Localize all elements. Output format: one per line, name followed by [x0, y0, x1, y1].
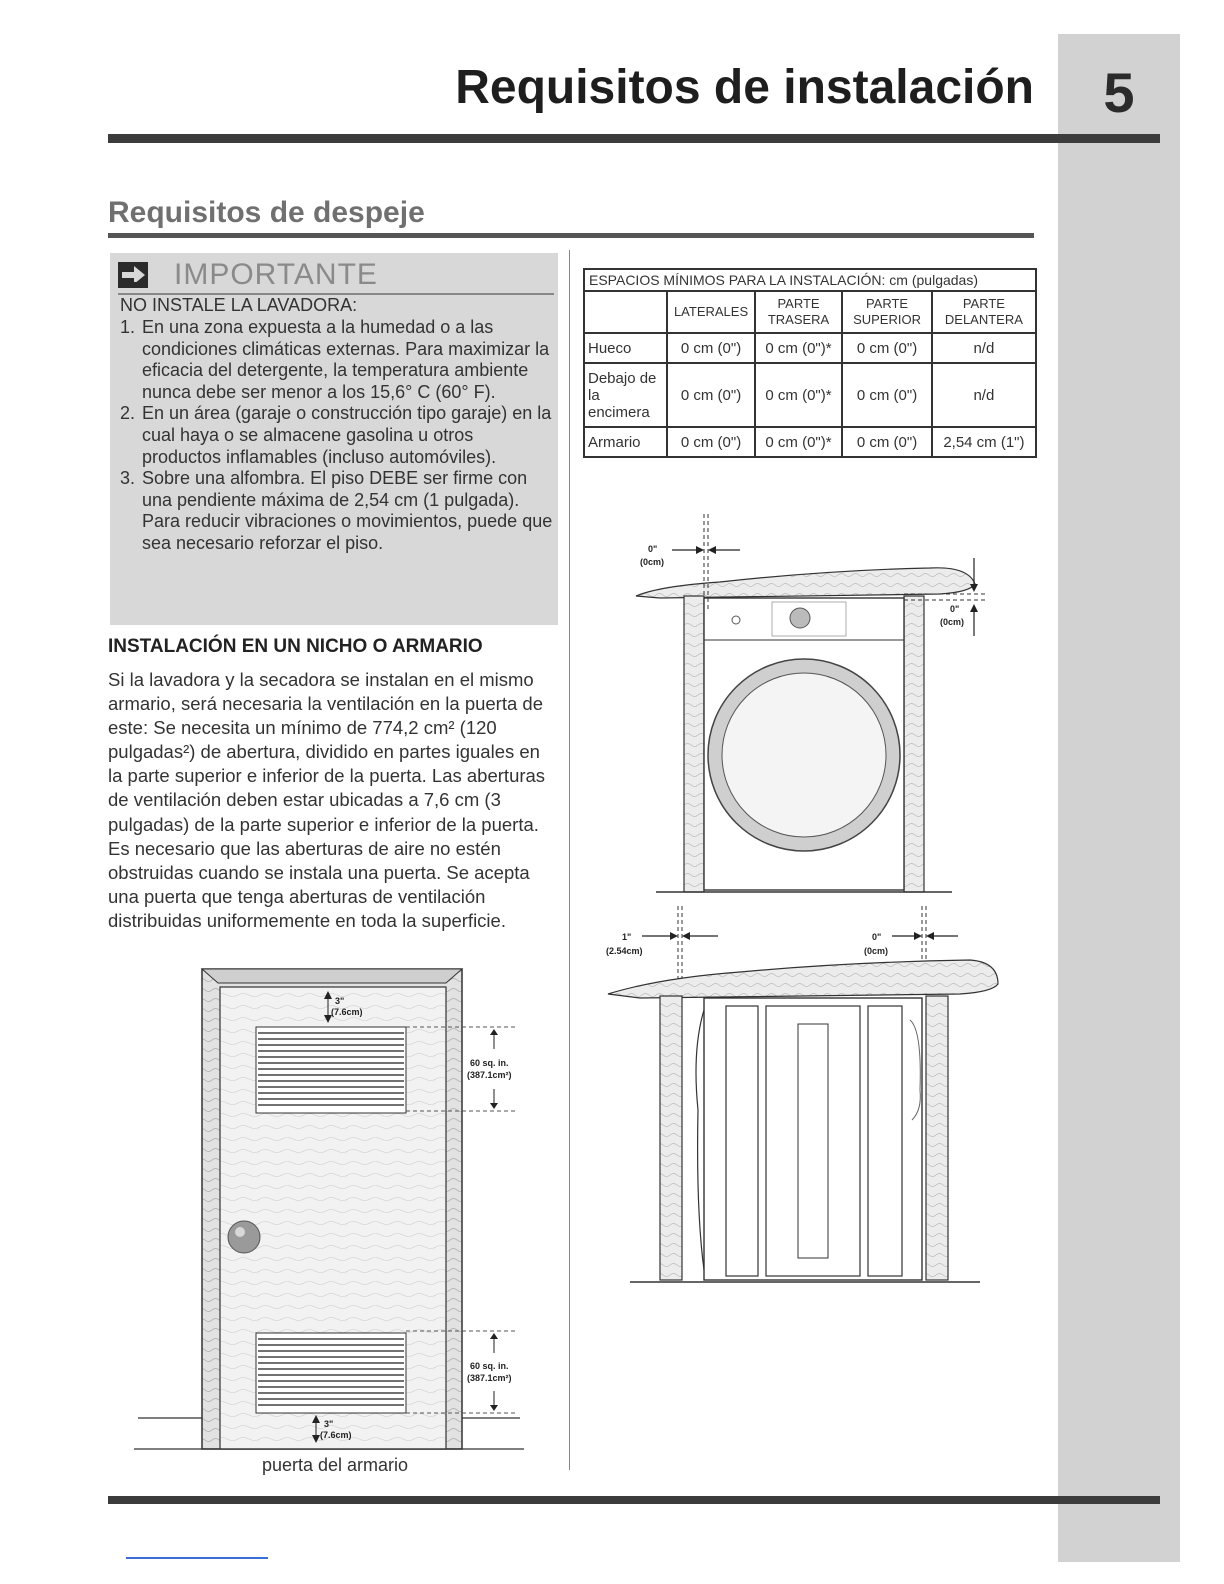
chapter-tab [1058, 34, 1180, 1562]
column-header: PARTE DELANTERA [932, 291, 1036, 333]
list-item: 2. En un área (garaje o construcción tipo garaje) en la cual haya o se almacene gasolina u otros productos inflamables (incluso automóviles). [120, 403, 552, 467]
side-left-gap: 1" [622, 932, 632, 942]
table-header-row [584, 291, 1036, 333]
washer-clearance-figure [600, 510, 1000, 1300]
top-over-gap-metric: (0cm) [940, 617, 965, 627]
top-side-gap: 0" [648, 544, 658, 554]
section-rule [108, 233, 1034, 238]
column-header: LATERALES [667, 291, 754, 333]
table-row [584, 363, 1036, 427]
list-item: 1. En una zona expuesta a la humedad o a las condiciones climáticas externas. Para maximizar la eficacia del detergente, la temperatura ambiente nunca debe ser menor a los 15,6° C (60° F). [120, 317, 550, 402]
bottom-vent-louver [256, 1333, 406, 1413]
row-label: Hueco [584, 333, 667, 363]
side-right-gap-metric: (0cm) [864, 946, 889, 956]
top-vent-area: 60 sq. in. [470, 1058, 509, 1068]
table-row [584, 427, 1036, 457]
list-item: 3. Sobre una alfombra. El piso DEBE ser firme con una pendiente máxima de 2,54 cm (1 pulgada). Para reducir vibraciones o movimientos, puede que sea necesario reforzar el piso. [120, 468, 553, 553]
side-left-gap-metric: (2.54cm) [606, 946, 643, 956]
closet-door-figure [128, 965, 528, 1455]
column-header: PARTE SUPERIOR [842, 291, 932, 333]
top-vent-area-metric: (387.1cm²) [467, 1070, 512, 1080]
clearance-table [583, 268, 1037, 458]
arrow-right-icon [118, 262, 148, 288]
table-cell: 0 cm (0") [667, 427, 754, 457]
important-list [120, 317, 556, 555]
table-cell: 0 cm (0") [842, 427, 932, 457]
row-label: Debajo de la encimera [584, 363, 667, 427]
table-cell: 0 cm (0")* [755, 427, 842, 457]
door-knob [228, 1221, 260, 1253]
top-gap-metric: (7.6cm) [331, 1007, 363, 1017]
bottom-gap-label: 3" [324, 1419, 334, 1429]
column-header: PARTE TRASERA [755, 291, 842, 333]
important-notice [110, 253, 558, 625]
table-cell: 0 cm (0") [667, 333, 754, 363]
bottom-vent-area-metric: (387.1cm²) [467, 1373, 512, 1383]
table-cell: 0 cm (0")* [755, 363, 842, 427]
door-caption: puerta del armario [261, 1455, 409, 1475]
important-lead: NO INSTALE LA LAVADORA: [120, 295, 358, 315]
table-cell: n/d [932, 333, 1036, 363]
column-divider [569, 250, 570, 1470]
row-label: Armario [584, 427, 667, 457]
table-cell: 2,54 cm (1") [932, 427, 1036, 457]
footer-rule [108, 1496, 1160, 1504]
section-title: Requisitos de despeje [108, 196, 425, 229]
important-heading: IMPORTANTE [174, 258, 378, 291]
title-rule [108, 134, 1160, 143]
footer-accent-line [126, 1557, 268, 1559]
table-row [584, 333, 1036, 363]
top-vent-louver [256, 1027, 406, 1113]
page-number: 5 [1103, 61, 1135, 124]
side-right-gap: 0" [872, 932, 882, 942]
table-cell: n/d [932, 363, 1036, 427]
page-title: Requisitos de instalación [455, 61, 1034, 114]
top-side-gap-metric: (0cm) [640, 557, 665, 567]
table-cell: 0 cm (0") [842, 333, 932, 363]
closet-body: Si la lavadora y la secadora se instalan en el mismo armario, será necesaria la ventilación en la puerta de este: Se necesita un mínimo de 774,2 cm² (120 pulgadas²) de abertura, dividido en partes iguales en la parte superior e inferior de la puerta. Las aberturas de ventilación deben estar ubicadas a 7,6 cm (3 pulgadas) de la parte superior e inferior de la puerta. Es necesario que las aberturas de aire no estén obstruidas cuando se instala una puerta. Se acepta una puerta que tenga aberturas de ventilación distribuidas uniformemente en toda la superficie. [108, 669, 546, 931]
top-over-gap: 0" [950, 604, 960, 614]
table-cell: 0 cm (0") [667, 363, 754, 427]
table-cell: 0 cm (0")* [755, 333, 842, 363]
top-gap-label: 3" [335, 996, 345, 1006]
bottom-gap-metric: (7.6cm) [320, 1430, 352, 1440]
bottom-vent-area: 60 sq. in. [470, 1361, 509, 1371]
table-cell: 0 cm (0") [842, 363, 932, 427]
closet-heading: INSTALACIÓN EN UN NICHO O ARMARIO [108, 636, 483, 657]
table-caption: ESPACIOS MÍNIMOS PARA LA INSTALACIÓN: cm (pulgadas) [584, 269, 1036, 291]
